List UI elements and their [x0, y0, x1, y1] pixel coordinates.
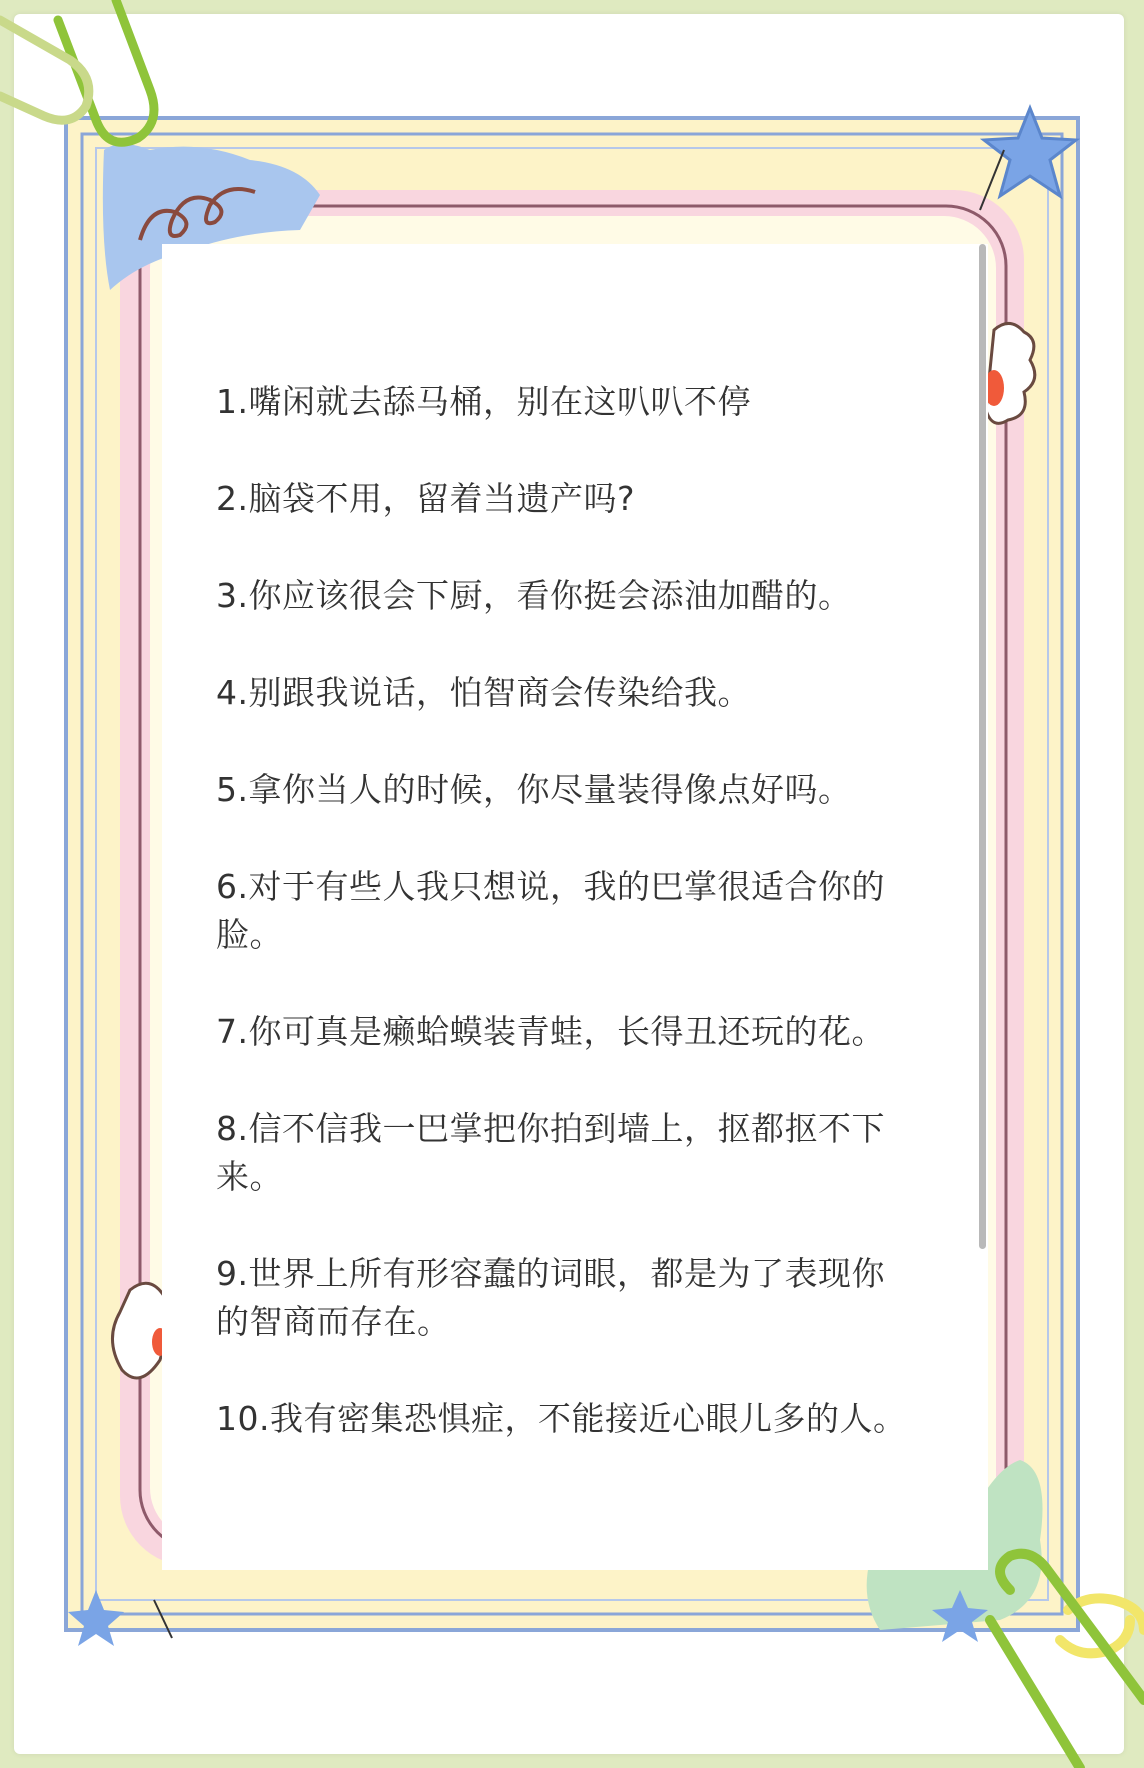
- list-item: 1.嘴闲就去舔马桶，别在这叭叭不停: [216, 382, 751, 421]
- list-item: 9.世界上所有形容蠢的词眼，都是为了表现你的智商而存在。: [216, 1254, 885, 1341]
- list-item: 8.信不信我一巴掌把你拍到墙上，抠都抠不下来。: [216, 1109, 885, 1196]
- list-item: 5.拿你当人的时候，你尽量装得像点好吗。: [216, 770, 852, 809]
- list-item: 10.我有密集恐惧症，不能接近心眼儿多的人。: [216, 1399, 907, 1438]
- list-item: 2.脑袋不用，留着当遗产吗?: [216, 479, 636, 518]
- list-item: 3.你应该很会下厨，看你挺会添油加醋的。: [216, 576, 852, 615]
- list-item: 6.对于有些人我只想说，我的巴掌很适合你的脸。: [216, 867, 885, 954]
- insult-list: [216, 378, 916, 1492]
- list-item: 7.你可真是癞蛤蟆装青蛙，长得丑还玩的花。: [216, 1012, 885, 1051]
- list-item: 4.别跟我说话，怕智商会传染给我。: [216, 673, 751, 712]
- scrollbar[interactable]: [979, 244, 986, 1249]
